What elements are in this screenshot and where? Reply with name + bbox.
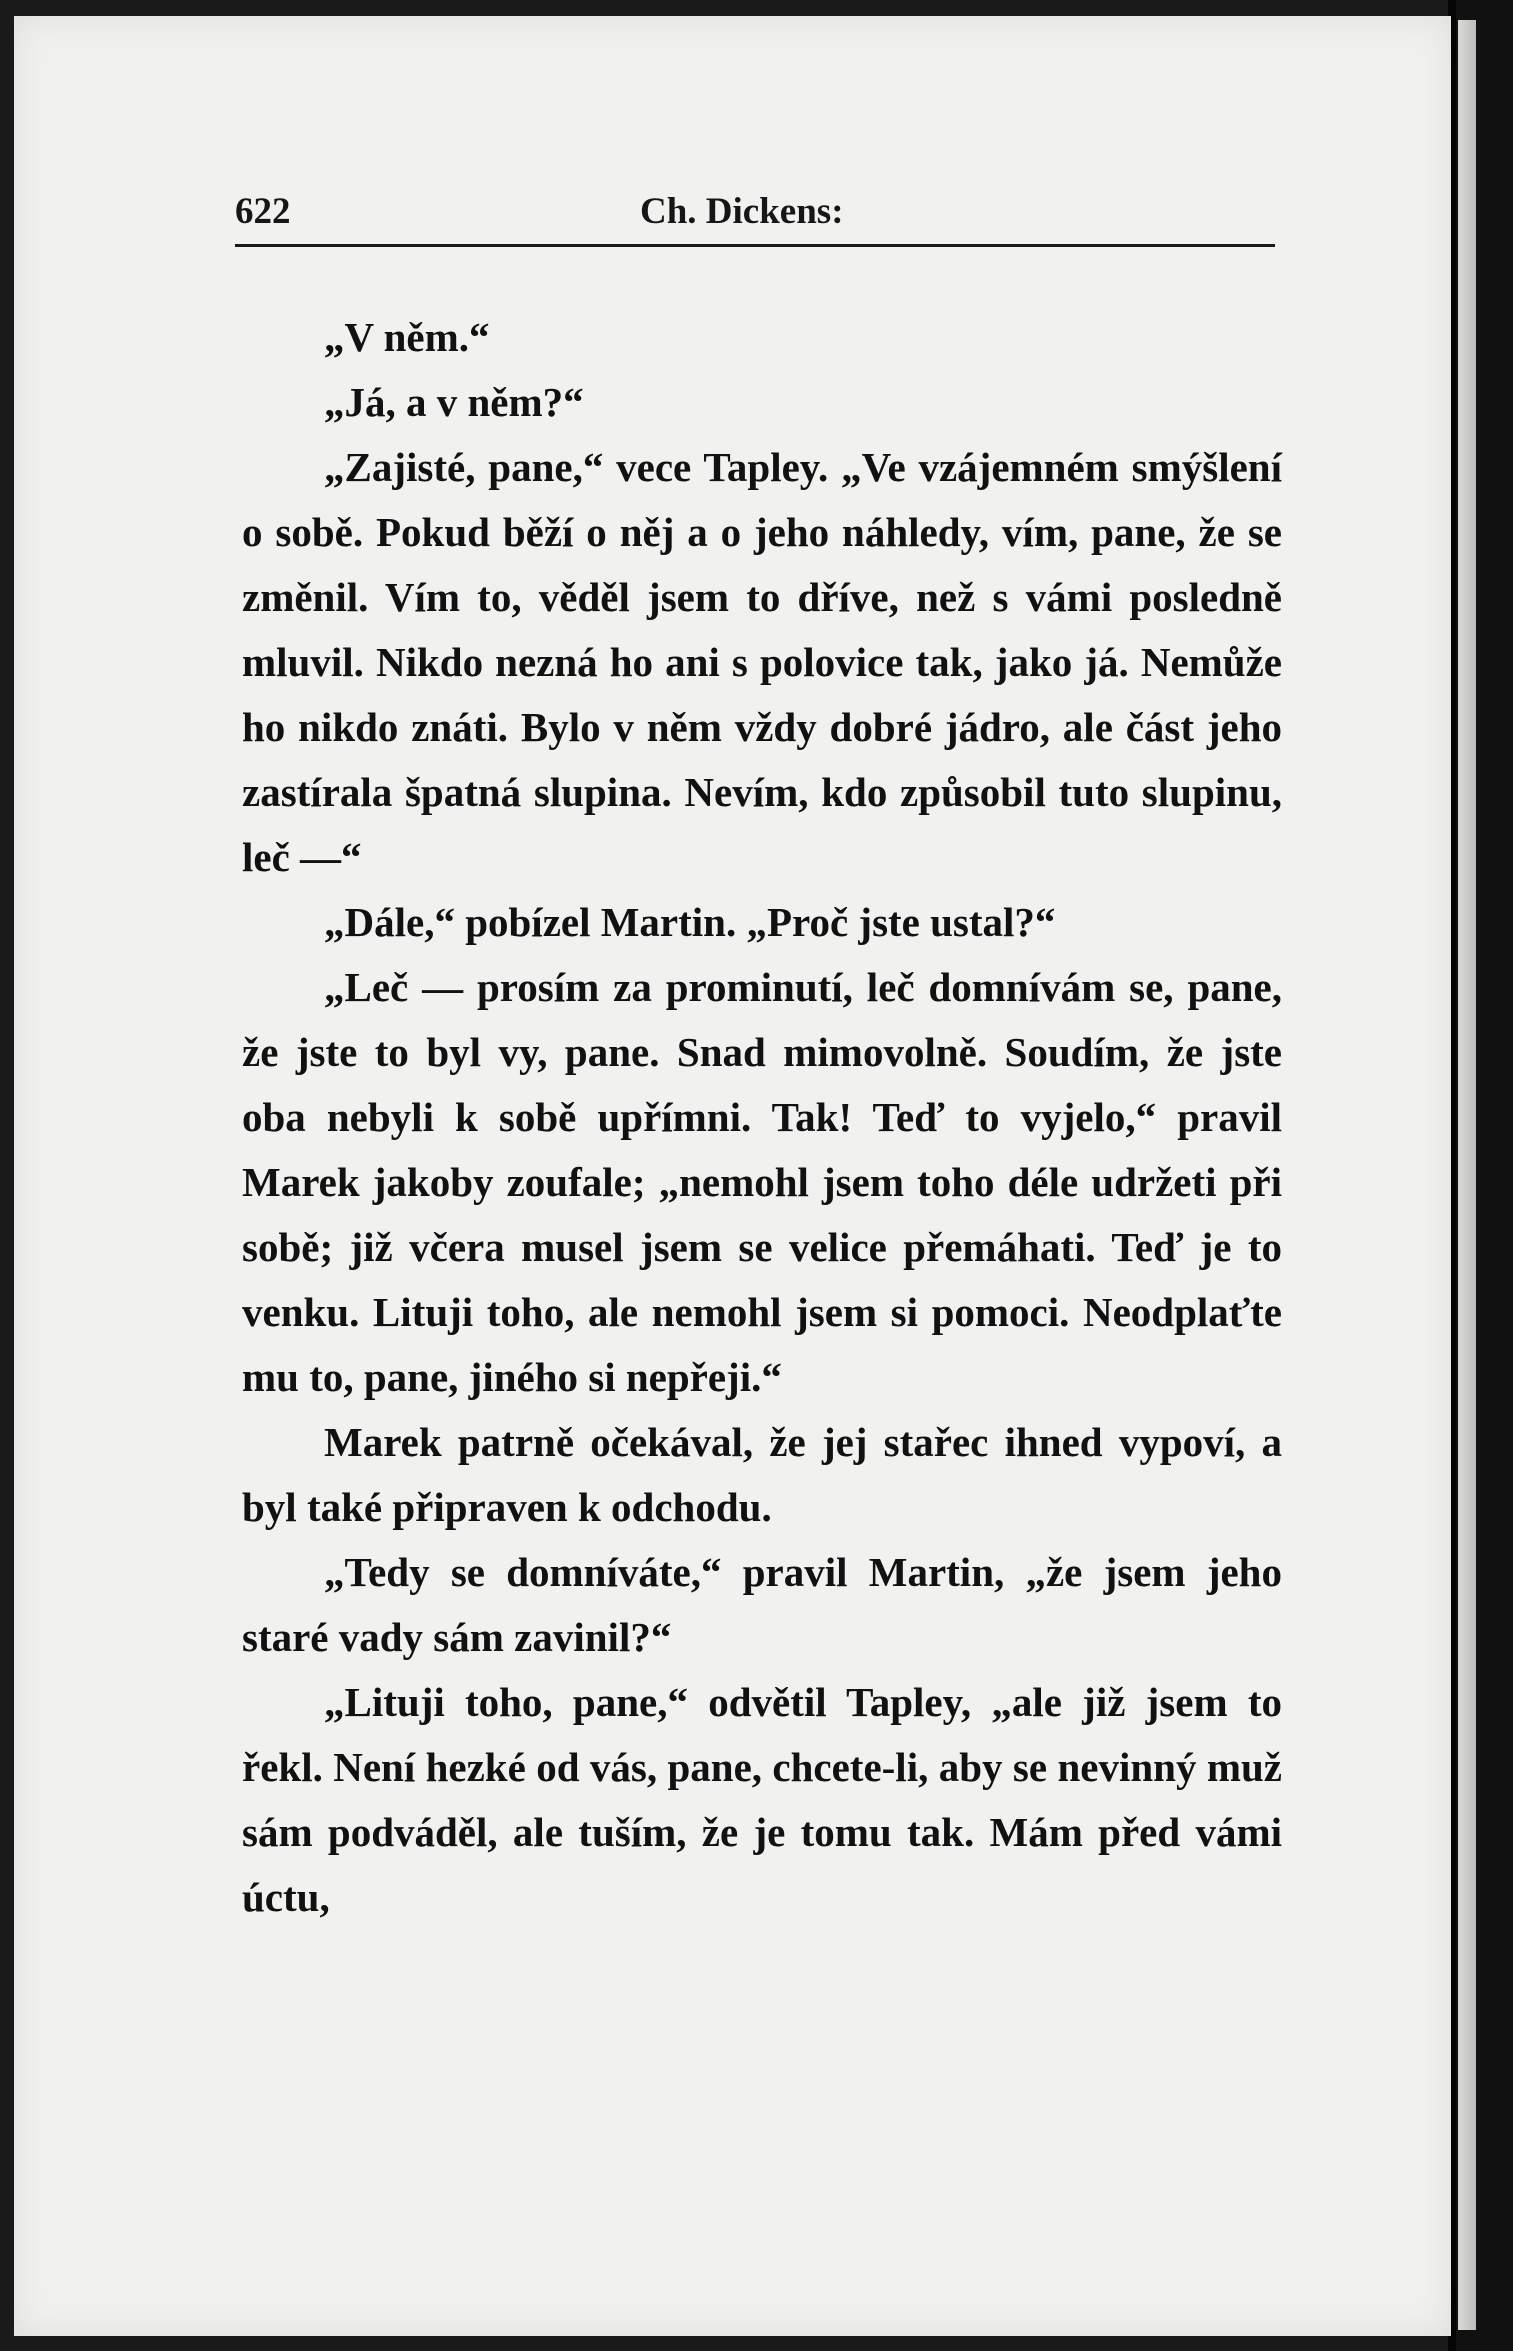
- page-number: 622: [235, 191, 291, 232]
- paragraph: „Zajisté, pane,“ vece Tapley. „Ve vzájemném smýšlení o sobě. Pokud běží o něj a o jeho náhledy, vím, pane, že se změnil. Vím to, věděl jsem to dříve, než s vámi posledně mluvil. Nikdo nezná ho ani s polovice tak, jako já. Nemůže ho nikdo znáti. Bylo v něm vždy dobré jádro, ale část jeho zastírala špatná slupina. Nevím, kdo způsobil tuto slupinu, leč —“: [242, 444, 1282, 880]
- paragraph: „V něm.“: [324, 314, 490, 360]
- paragraph: „Já, a v něm?“: [324, 379, 584, 425]
- paragraph: „Dále,“ pobízel Martin. „Proč jste ustal?“: [324, 899, 1056, 945]
- paragraph: „Tedy se domníváte,“ pravil Martin, „že jsem jeho staré vady sám zavinil?“: [242, 1549, 1282, 1660]
- page-header: [235, 182, 1275, 247]
- body-text: [242, 305, 1282, 1930]
- paragraph: Marek patrně očekával, že jej stařec ihned vypoví, a byl také připraven k odchodu.: [242, 1419, 1282, 1530]
- running-title: Ch. Dickens:: [640, 191, 844, 232]
- paragraph: „Leč — prosím za prominutí, leč domnívám se, pane, že jste to byl vy, pane. Snad mimovolně. Soudím, že jste oba nebyli k sobě upřímni. Tak! Teď to vyjelo,“ pravil Marek jakoby zoufale; „nemohl jsem toho déle udržeti při sobě; již včera musel jsem se velice přemáhati. Teď je to venku. Lituji toho, ale nemohl jsem si pomoci. Neodplaťte mu to, pane, jiného si nepřeji.“: [242, 964, 1282, 1400]
- paragraph: „Lituji toho, pane,“ odvětil Tapley, „ale již jsem to řekl. Není hezké od vás, pane, chcete-li, aby se nevinný muž sám podváděl, ale tuším, že je tomu tak. Mám před vámi úctu,: [242, 1679, 1282, 1920]
- page-edge: [1458, 20, 1476, 2330]
